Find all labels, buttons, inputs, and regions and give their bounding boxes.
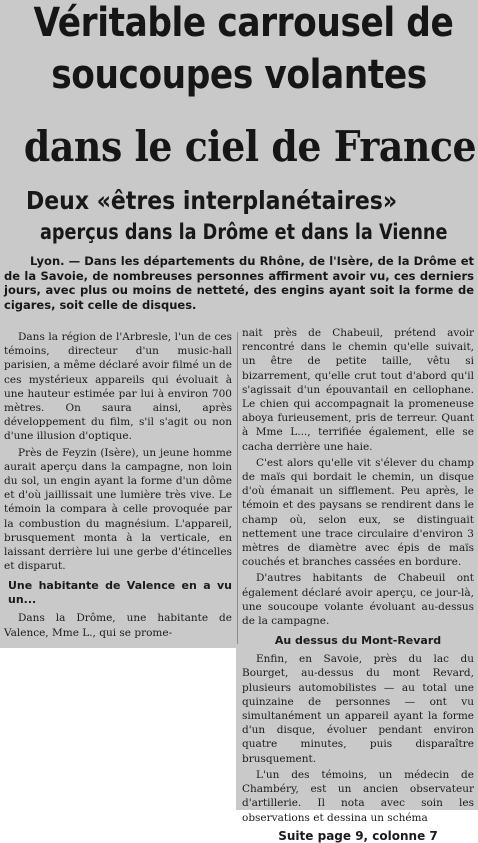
headline-line-2: soucoupes volantes [51, 52, 427, 98]
headline-line-1: Véritable carrousel de [33, 0, 454, 46]
right-paragraph-1: nait près de Chabeuil, prétend avoir rencontré dans le chemin qu'elle suivait, un être de petite taille, vêtu si bizarrement, qu'elle crut tout d'abord qu'il s'agissait d'un épouvantail en cellophane. Le chien qui accompagnait la promeneuse aboya furieusement, pris de terreur. Quant à Mme L..., terrifiée également, elle se cacha derrière une haie. [242, 327, 474, 453]
left-paragraph-2: Près de Feyzin (Isère), un jeune homme aurait aperçu dans la campagne, non loin du sol, un engin ayant la forme d'un dôme et d'où jaillissait une lumière très vive. Le témoin la compara à celle provoquée par la combustion du magnésium. L'appareil, brusquement monta à la verticale, en laissant derrière lui une gerbe d'étincelles et disparut. [4, 446, 232, 573]
left-paragraph-1: Dans la région de l'Arbresle, l'un de ces témoins, directeur d'un music-hall parisien, a même déclaré avoir filmé un de ces mystérieux appareils qui évoluait à une hauteur estimée par lui à environ 700 mètres. On saura ainsi, après développement du film, s'il s'agit ou non d'une illusion d'optique. [4, 331, 232, 443]
left-paragraph-3: Dans la Drôme, une habitante de Valence, Mme L., qui se prome- [4, 612, 232, 639]
left-column [4, 330, 232, 642]
lead-paragraph: Lyon. — Dans les départements du Rhône, de l'Isère, de la Drôme et de la Savoie, de nombreuses personnes affirment avoir vu, ces derniers jours, avec plus ou moins de netteté, des engins ayant soit la forme de cigares, soit celle de disques. [4, 254, 474, 312]
subheadline-line-1: Deux «êtres interplanétaires» [26, 186, 398, 215]
right-paragraph-2: C'est alors qu'elle vit s'élever du champ de maïs qui bordait le chemin, un disque d'où émanait un sifflement. Peu après, le témoin et des paysans se rendirent dans le champ où, selon eux, se distinguait nettement une trace circulaire d'environ 3 mètres de diamètre avec épis de maïs couchés et branches cassées en bordure. [242, 456, 474, 569]
left-subheading: Une habitante de Valence en a vu un... [8, 579, 232, 607]
subheadline-line-2: aperçus dans la Drôme et dans la Vienne [40, 220, 448, 244]
right-subheading: Au dessus du Mont-Revard [274, 634, 442, 648]
headline-line-3: dans le ciel de France [23, 122, 477, 171]
blank-area [0, 648, 236, 810]
right-paragraph-4: Enfin, en Savoie, près du lac du Bourget, au-dessus du mont Revard, plusieurs automobilistes — au total une quinzaine de personnes — ont vu simultanément un appareil ayant la forme d'un disque, évoluer pendant environ quatre minutes, puis disparaître brusquement. [242, 653, 474, 765]
continuation-note: Suite page 9, colonne 7 [278, 828, 438, 843]
right-paragraph-5: L'un des témoins, un médecin de Chambéry, est un ancien observateur d'artillerie. Il nota avec soin les observations et dessina un schéma [242, 768, 474, 824]
right-column [242, 326, 474, 843]
right-paragraph-3: D'autres habitants de Chabeuil ont également déclaré avoir aperçu, ce jour-là, une soucoupe volante évoluant au-dessus de la campagne. [242, 572, 474, 628]
column-divider [237, 332, 238, 644]
